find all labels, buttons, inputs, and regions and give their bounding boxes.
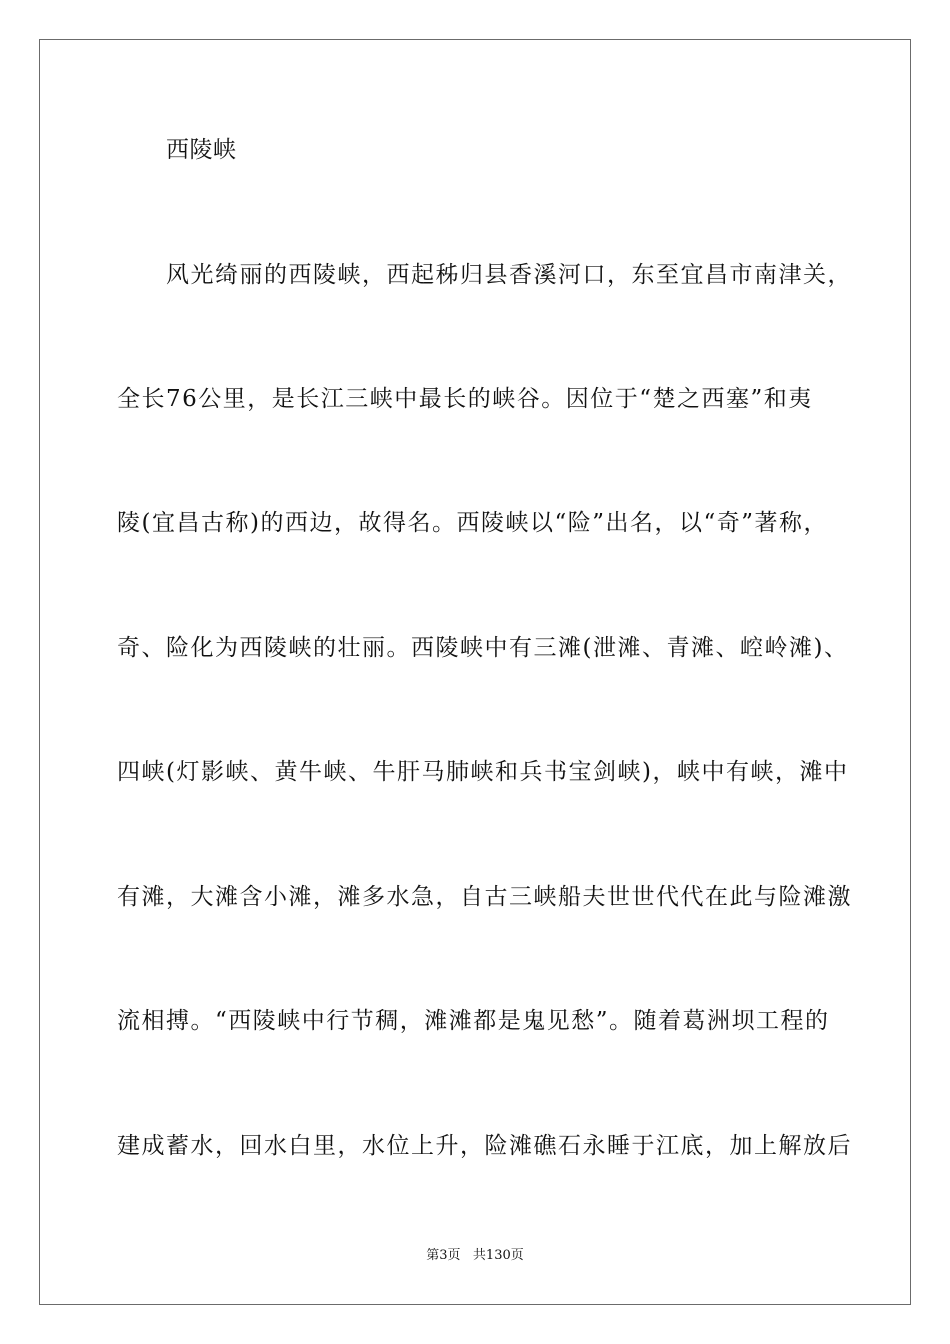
paragraph-line: 流相搏。“西陵峡中行节稠，滩滩都是鬼见愁”。随着葛洲坝工程的 — [117, 1008, 830, 1034]
page-frame — [39, 39, 911, 1305]
paragraph-line: 全长76公里，是长江三峡中最长的峡谷。因位于“楚之西塞”和夷 — [117, 386, 813, 412]
paragraph-line: 奇、险化为西陵峡的壮丽。西陵峡中有三滩(泄滩、青滩、崆岭滩)、 — [117, 635, 849, 661]
paragraph-line: 有滩，大滩含小滩，滩多水急，自古三峡船夫世世代代在此与险滩激 — [117, 884, 852, 910]
paragraph-line: 陵(宜昌古称)的西边，故得名。西陵峡以“险”出名，以“奇”著称， — [117, 510, 828, 536]
paragraph-line: 建成蓄水，回水白里，水位上升，险滩礁石永睡于江底，加上解放后 — [117, 1133, 852, 1159]
section-heading: 西陵峡 — [166, 137, 237, 163]
paragraph-line: 四峡(灯影峡、黄牛峡、牛肝马肺峡和兵书宝剑峡)，峡中有峡，滩中 — [117, 759, 849, 785]
page-number-footer: 第3页 共130页 — [426, 1248, 524, 1263]
paragraph-line: 风光绮丽的西陵峡，西起秭归县香溪河口，东至宜昌市南津关， — [166, 262, 852, 288]
